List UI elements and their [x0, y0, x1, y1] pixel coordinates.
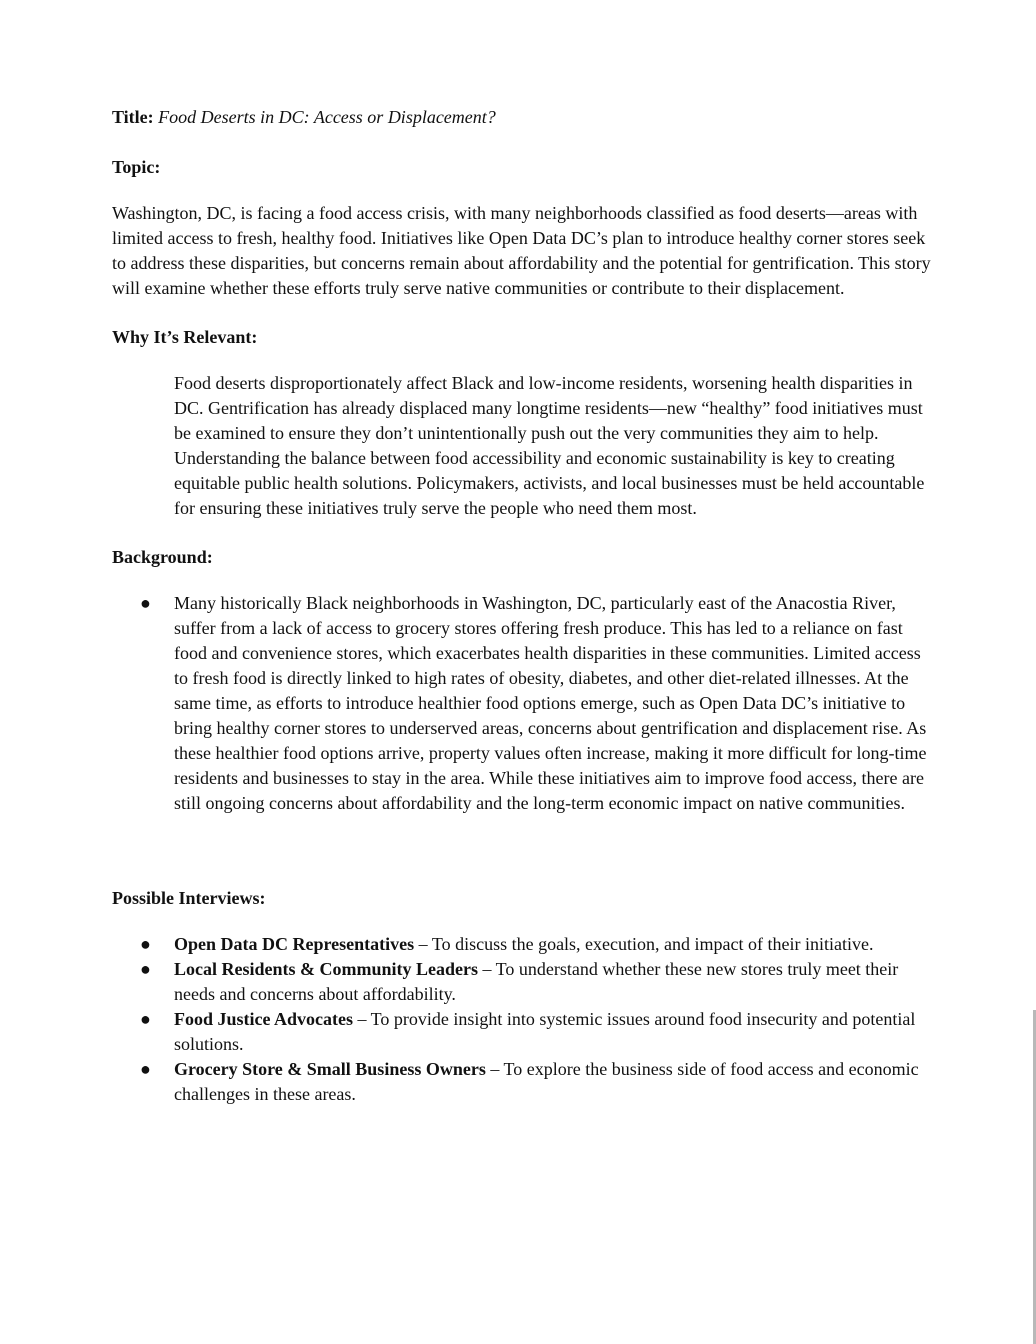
- interviewee-name: Open Data DC Representatives: [174, 934, 415, 954]
- bullet-icon: ●: [140, 959, 151, 979]
- background-item-text: Many historically Black neighborhoods in Washington, DC, particularly east of the Anacostia River, suffer from a lack of access to grocery stores offering fresh produce. This has led to a reliance on fast food and convenience stores, which exacerbates health disparities in these communities. Limited access to fresh food is directly linked to high rates of obesity, diabetes, and other diet-related illnesses. At the same time, as efforts to introduce healthier food options emerge, such as Open Data DC’s initiative to bring healthy corner stores to underserved areas, concerns about gentrification and displacement rise. As these healthier food options arrive, property values often increase, making it more difficult for long-time residents and businesses to stay in the area. While these initiatives aim to improve food access, there are still ongoing concerns about affordability and the long-term economic impact on native communities.: [174, 593, 927, 813]
- topic-paragraph: Washington, DC, is facing a food access crisis, with many neighborhoods classified as food deserts—areas with limited access to fresh, healthy food. Initiatives like Open Data DC’s plan to introduce healthy corner stores seek to address these disparities, but concerns remain about affordability and the potential for gentrification. This story will examine whether these efforts truly serve native communities or contribute to their displacement.: [112, 203, 931, 298]
- bullet-icon: ●: [140, 934, 151, 954]
- list-item: [112, 1007, 932, 1057]
- list-item: [112, 932, 932, 957]
- document-page: [112, 105, 932, 1107]
- interviewee-description: – To explore the business side of food access and economic challenges in these areas.: [174, 1059, 919, 1104]
- bullet-icon: ●: [140, 593, 151, 613]
- background-list: [112, 591, 932, 816]
- interviews-list: [112, 932, 932, 1107]
- background-heading: Background:: [112, 547, 213, 567]
- relevance-paragraph: Food deserts disproportionately affect Black and low-income residents, worsening health disparities in DC. Gentrification has already displaced many longtime residents—new “healthy” food initiatives must be examined to ensure they don’t unintentionally push out the very communities they aim to help. Understanding the balance between food accessibility and economic sustainability is key to creating equitable public health solutions. Policymakers, activists, and local businesses must be held accountable for ensuring these initiatives truly serve the people who need them most.: [174, 373, 925, 518]
- interviewee-description: – To understand whether these new stores truly meet their needs and concerns about affordability.: [174, 959, 899, 1004]
- list-item: [112, 1057, 932, 1107]
- bullet-icon: ●: [140, 1009, 151, 1029]
- list-item: [112, 591, 932, 816]
- interviewee-name: Grocery Store & Small Business Owners: [174, 1059, 486, 1079]
- interviewee-name: Food Justice Advocates: [174, 1009, 353, 1029]
- interviews-heading: Possible Interviews:: [112, 888, 266, 908]
- list-item: [112, 957, 932, 1007]
- interviewee-name: Local Residents & Community Leaders: [174, 959, 478, 979]
- title-line: [112, 105, 932, 130]
- bullet-icon: ●: [140, 1059, 151, 1079]
- title-label: Title:: [112, 107, 154, 127]
- interviewee-description: – To discuss the goals, execution, and impact of their initiative.: [414, 934, 874, 954]
- interviewee-description: – To provide insight into systemic issues around food insecurity and potential solutions.: [174, 1009, 916, 1054]
- relevance-heading: Why It’s Relevant:: [112, 327, 258, 347]
- topic-heading: Topic:: [112, 157, 161, 177]
- title-value: Food Deserts in DC: Access or Displacement?: [158, 107, 496, 127]
